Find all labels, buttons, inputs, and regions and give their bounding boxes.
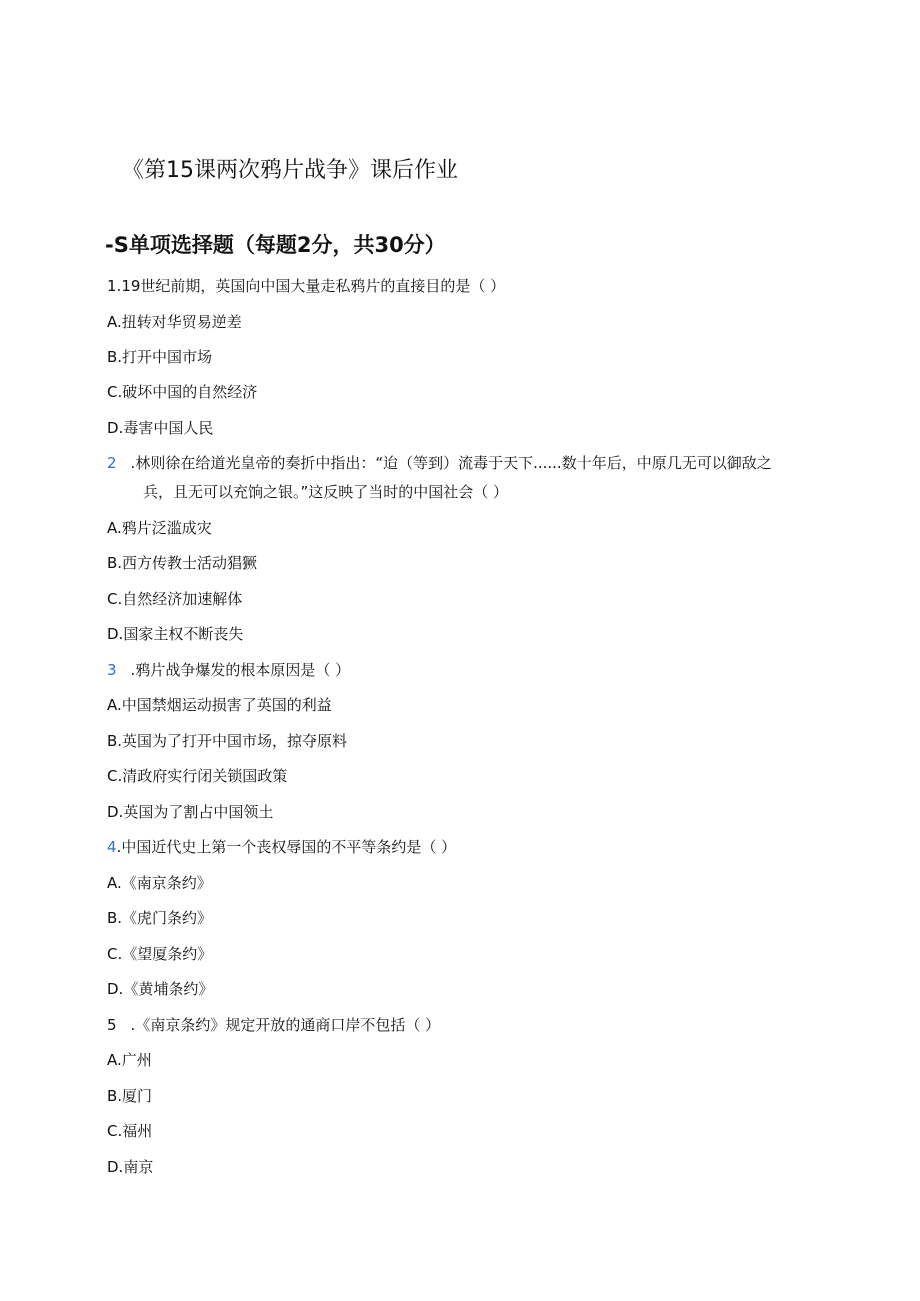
question-3-stem (107, 660, 350, 680)
question-2-option-a: A.鸦片泛滥成灾 (107, 519, 212, 537)
question-4-number: 4 (107, 838, 117, 856)
question-3-option-c: C.清政府实行闭关锁国政策 (107, 767, 288, 785)
question-5-option-d: D.南京 (107, 1158, 154, 1176)
question-5-number: 5 (107, 1016, 117, 1034)
question-5-option-c: C.福州 (107, 1122, 153, 1140)
question-2-text-line1: .林则徐在给道光皇帝的奏折中指出：“迨（等到）流毒于天下......数十年后，中原几无可以御敌之 (130, 454, 772, 472)
question-5-text: .《南京条约》规定开放的通商口岸不包括（ ） (130, 1016, 441, 1034)
question-1-option-c: C.破坏中国的自然经济 (107, 383, 258, 401)
question-5-option-a: A.广州 (107, 1051, 152, 1069)
question-3-option-d: D.英国为了割占中国领土 (107, 803, 274, 821)
question-3-number: 3 (107, 661, 117, 679)
question-3-option-b: B.英国为了打开中国市场，掠夺原料 (107, 732, 348, 750)
question-4-option-c: C.《望厦条约》 (107, 945, 213, 963)
question-4-option-b: B.《虎门条约》 (107, 909, 213, 927)
question-3-option-a: A.中国禁烟运动损害了英国的利益 (107, 696, 332, 714)
question-2-stem-line1 (107, 453, 772, 473)
question-4-option-a: A.《南京条约》 (107, 874, 212, 892)
question-5-option-b: B.厦门 (107, 1087, 153, 1105)
question-1-option-a: A.扭转对华贸易逆差 (107, 313, 242, 331)
document-title: 《第15课两次鸦片战争》课后作业 (122, 158, 458, 183)
question-1-number: 1 (107, 277, 117, 295)
question-4-text: .中国近代史上第一个丧权辱国的不平等条约是（ ） (116, 838, 457, 856)
section-title: -S单项选择题（每题2分，共30分） (105, 233, 446, 257)
question-4-stem (107, 837, 456, 857)
question-2-number: 2 (107, 454, 117, 472)
question-2-option-d: D.国家主权不断丧失 (107, 625, 244, 643)
question-2-option-b: B.西方传教士活动猖獗 (107, 554, 258, 572)
question-1-option-b: B.打开中国市场 (107, 348, 213, 366)
question-5-stem (107, 1015, 440, 1035)
question-1-option-d: D.毒害中国人民 (107, 419, 214, 437)
question-1-text: .19世纪前期，英国向中国大量走私鸦片的直接目的是（ ） (116, 277, 506, 295)
question-2-stem-line2: 兵，且无可以充饷之银。”这反映了当时的中国社会（ ） (143, 483, 509, 501)
question-3-text: .鸦片战争爆发的根本原因是（ ） (130, 661, 351, 679)
question-1-stem (107, 276, 505, 296)
question-4-option-d: D.《黄埔条约》 (107, 980, 214, 998)
question-2-option-c: C.自然经济加速解体 (107, 590, 243, 608)
